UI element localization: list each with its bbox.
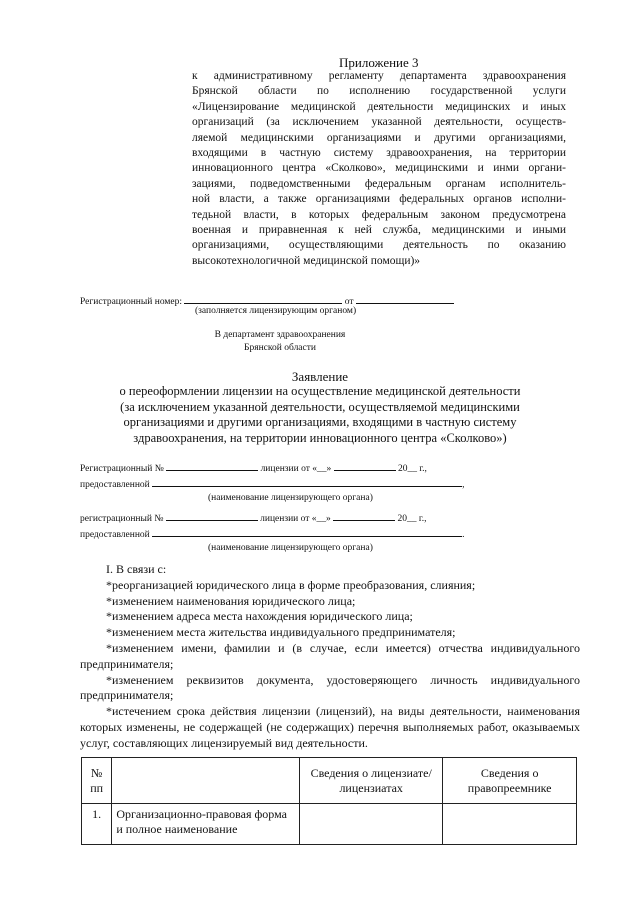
header-name (112, 758, 300, 804)
license-reg-number-field[interactable] (166, 460, 258, 471)
license-reg-label: Регистрационный № (80, 464, 164, 474)
row-name: Организационно-правовая форма и полное наименование (112, 804, 300, 845)
section-1-heading: I. В связи с: (106, 562, 167, 576)
registration-from-label: от (344, 297, 354, 307)
license-year-label: 20__ г., (397, 514, 427, 524)
header-licensee: Сведения о лицензиате/лицензиатах (300, 758, 443, 804)
appendix-description (192, 69, 566, 269)
appendix-line: ной власти, а также организациями федеральных органов исполни- (192, 193, 566, 206)
license-issuer-field[interactable] (152, 476, 462, 487)
license-block-2 (80, 510, 480, 555)
appendix-line: тедьной власти, в которых федеральным законом предусмотрена (192, 208, 566, 221)
table-header-row (82, 758, 577, 804)
section-1-item: *изменением места жительства индивидуального предпринимателя; (106, 625, 456, 640)
license-month-field[interactable] (334, 460, 396, 471)
license-issuer-field[interactable] (152, 526, 462, 537)
license-trail: , (462, 480, 465, 490)
header-successor: Сведения о правопреемнике (443, 758, 577, 804)
header-num: № пп (82, 758, 112, 804)
details-table (81, 757, 577, 845)
section-1-item: *изменением имени, фамилии и (в случае, если имеется) отчества индивидуального предпринимателя; (80, 640, 580, 671)
section-1-item: *изменением реквизитов документа, удостоверяющего личность индивидуального предпринимателя; (80, 672, 580, 703)
registration-number-field[interactable] (184, 293, 342, 304)
recipient-block (200, 329, 360, 355)
appendix-line: военная и приравненная к ней служба, медицинскими и иными (192, 223, 566, 236)
license-provided-label: предоставленной (80, 530, 150, 540)
appendix-line: ляемой медицинскими организациями и другими организациями, (192, 131, 566, 144)
appendix-line: организациями, осуществляющими деятельность по оказанию (192, 239, 566, 252)
statement-line: о переоформлении лицензии на осуществление медицинской деятельности (119, 384, 521, 398)
appendix-line: организаций (за исключением указанной деятельности, осуществ- (192, 116, 566, 129)
section-1 (80, 562, 580, 752)
appendix-line: зациями, подведомственными федеральным органам исполнитель- (192, 177, 566, 190)
statement-title: Заявление (291, 369, 349, 384)
row-num: 1. (82, 804, 112, 845)
registration-label: Регистрационный номер: (80, 297, 183, 307)
row-licensee-cell[interactable] (300, 804, 443, 845)
appendix-line: высокотехнологичной медицинской помощи)» (192, 254, 421, 267)
license-from-label: лицензии от «__» (260, 514, 331, 524)
registration-date-field[interactable] (356, 293, 454, 304)
section-1-item: *изменением наименования юридического лица; (106, 593, 356, 608)
statement-line: (за исключением указанной деятельности, осуществляемой медицинскими (120, 399, 520, 414)
appendix-line: к административному регламенту департамента здравоохранения (192, 70, 566, 82)
license-reg-number-field[interactable] (166, 510, 258, 521)
registration-line (80, 293, 480, 307)
recipient-line: Брянской области (244, 343, 316, 353)
appendix-line: инновационного центра «Сколково», медицинскими и инми органи- (192, 162, 566, 175)
recipient-line: В департамент здравоохранения (214, 330, 346, 340)
statement-subtitle (96, 384, 544, 446)
section-1-item: *истечением срока действия лицензии (лицензий), на виды деятельности, наименования которых изменены, не содержащей (не содержащих) перечня выполняемых работ, оказываемых услуг, составляющих лицензируемый вид деятельности. (80, 704, 580, 750)
appendix-line: Брянской области по исполнению государственной услуги (192, 85, 566, 98)
section-1-item: *реорганизацией юридического лица в форме преобразования, слияния; (106, 577, 476, 592)
row-successor-cell[interactable] (443, 804, 577, 845)
appendix-line: входящими в частную систему здравоохранения, на территории (192, 146, 566, 159)
license-trail: . (462, 530, 465, 540)
license-provided-label: предоставленной (80, 480, 150, 490)
license-year-label: 20__ г., (397, 464, 427, 474)
license-issuer-note: (наименование лицензирующего органа) (208, 543, 373, 553)
table-row (82, 804, 577, 845)
license-month-field[interactable] (333, 510, 395, 521)
appendix-line: «Лицензирование медицинской деятельности медицинских и иных (192, 100, 566, 113)
license-block-1 (80, 460, 480, 505)
license-from-label: лицензии от «__» (260, 464, 332, 474)
license-reg-label: регистрационный № (80, 514, 164, 524)
section-1-item: *изменением адреса места нахождения юридического лица; (106, 609, 413, 624)
appendix-title: Приложение 3 (339, 55, 419, 70)
statement-line: здравоохранения, на территории инновационного центра «Сколково») (133, 430, 507, 445)
license-issuer-note: (наименование лицензирующего органа) (208, 493, 373, 503)
registration-note: (заполняется лицензирующим органом) (195, 306, 357, 316)
statement-line: организациями и другими организациями, входящими в частную систему (123, 415, 517, 429)
